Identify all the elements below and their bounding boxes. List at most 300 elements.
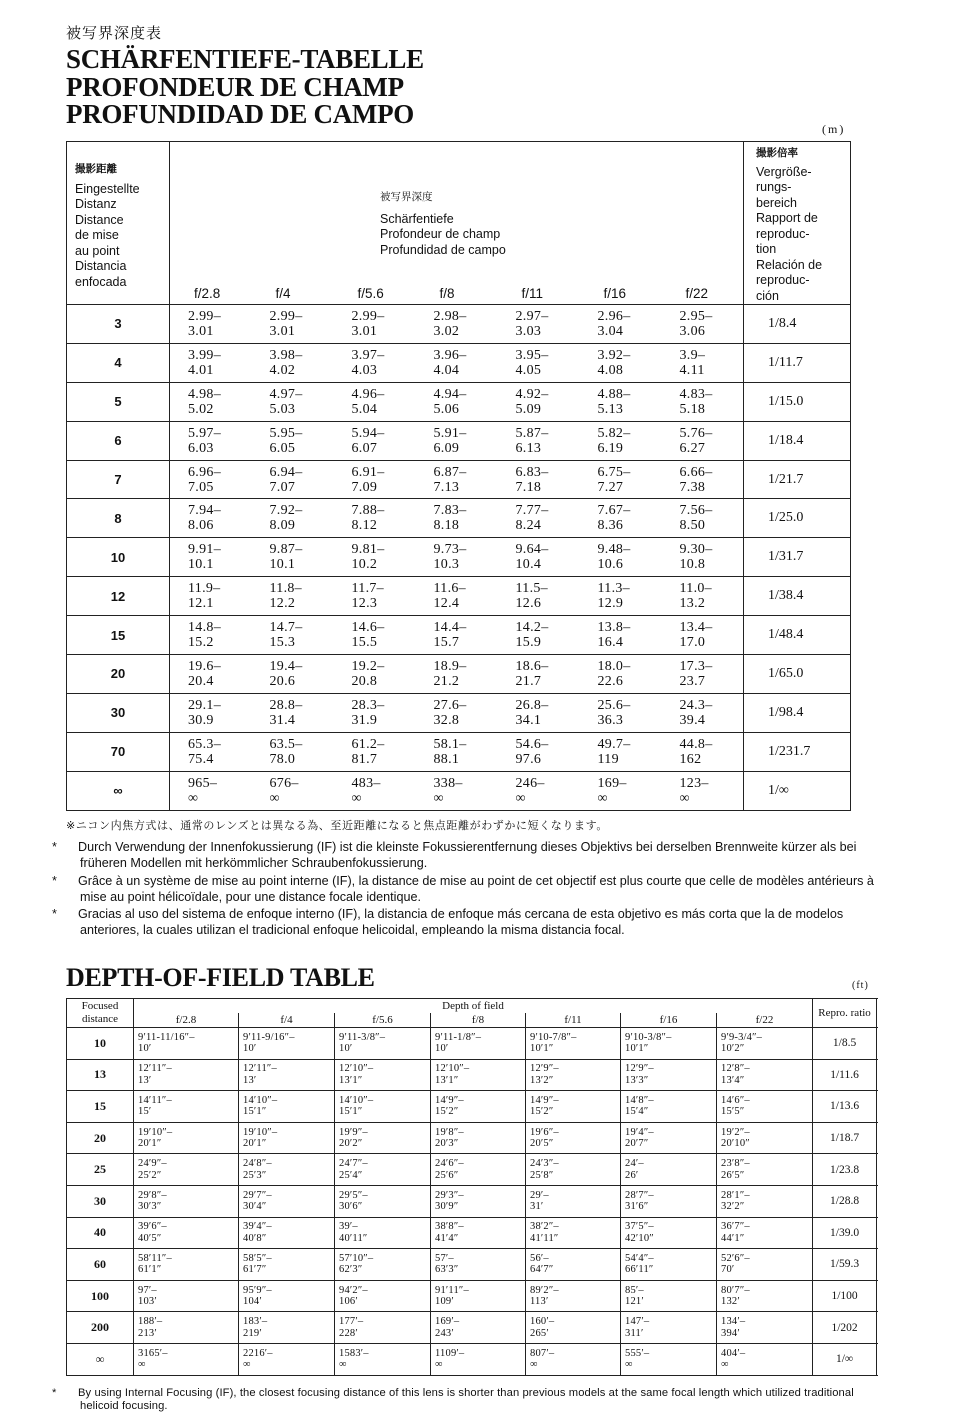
repro-ratio: 1/∞ — [744, 771, 851, 810]
repro-ratio: 1/65.0 — [744, 655, 851, 694]
header-line: Distance — [75, 212, 124, 227]
dof-cell — [717, 1185, 813, 1217]
dof-far: 12.1 — [188, 596, 214, 612]
dof-far: 394′ — [721, 1327, 740, 1339]
dof-far: ∞ — [721, 1359, 729, 1371]
dof-near: 9.64– — [515, 542, 549, 558]
dof-near: 11.6– — [433, 581, 466, 597]
dof-far: 81.7 — [351, 751, 378, 767]
dof-near: 965– — [188, 775, 218, 791]
unit-feet: (ft) — [852, 980, 869, 991]
dof-far: 265′ — [530, 1327, 549, 1339]
dof-near: 19.4– — [269, 658, 303, 674]
header-line: de mise — [75, 228, 119, 242]
header-line: Schärfentiefe — [380, 211, 454, 226]
table-row — [67, 343, 851, 382]
table-row — [67, 1217, 877, 1249]
dof-near: 555′– — [625, 1347, 650, 1359]
dof-cell — [662, 538, 744, 577]
dof-far: 10.6 — [597, 557, 624, 573]
dof-far: 25′6″ — [435, 1169, 459, 1181]
dof-far: 10′ — [435, 1043, 449, 1055]
dof-far: 10.1 — [269, 557, 296, 573]
dof-far: 20′10″ — [721, 1138, 750, 1150]
dof-near: 6.66– — [679, 464, 713, 480]
dof-cell — [334, 771, 416, 810]
dof-cell — [239, 1249, 335, 1281]
table-row — [67, 577, 851, 616]
dof-far: 12.2 — [269, 596, 296, 612]
header-repro-ratio: Repro. ratio — [813, 999, 877, 1028]
dof-far: 30.9 — [188, 712, 214, 728]
aperture-header: f/5.6 — [335, 1013, 431, 1028]
dof-far: 30′6″ — [339, 1201, 363, 1213]
dof-far: 15′4″ — [625, 1106, 649, 1118]
dof-far: 113′ — [530, 1296, 549, 1308]
dof-far: 16.4 — [597, 635, 624, 651]
dof-near: 39′6″– — [138, 1221, 167, 1233]
dof-cell — [431, 1280, 526, 1312]
dof-cell — [170, 771, 252, 810]
dof-far: 10′1″ — [625, 1043, 649, 1055]
dof-far: 5.09 — [515, 401, 542, 417]
dof-cell — [334, 655, 416, 694]
header-line: reproduc- — [756, 226, 810, 241]
dof-far: 3.02 — [433, 323, 460, 339]
dof-near: 2.95– — [679, 308, 713, 324]
dof-near: 5.94– — [351, 425, 385, 441]
dof-cell — [431, 1059, 526, 1091]
header-line: Distanz — [75, 197, 117, 211]
dof-cell — [580, 693, 662, 732]
dof-cell — [662, 343, 744, 382]
dof-far: 40′11″ — [339, 1232, 368, 1244]
dof-cell — [621, 1249, 717, 1281]
dof-far: 5.06 — [433, 401, 460, 417]
dof-near: 9.91– — [188, 542, 221, 558]
dof-far: 5.04 — [351, 401, 378, 417]
dof-far: 10.4 — [515, 557, 542, 573]
dof-cell — [621, 1091, 717, 1123]
dof-cell — [416, 577, 498, 616]
dof-cell — [134, 1249, 239, 1281]
aperture-header: f/8 — [416, 282, 498, 305]
dof-near: 37′5″– — [625, 1221, 654, 1233]
dof-near: 5.95– — [269, 425, 303, 441]
header-line: ción — [756, 288, 779, 303]
dof-far: 121′ — [625, 1296, 644, 1308]
dof-near: 85′– — [625, 1284, 644, 1296]
note-english: * By using Internal Focusing (IF), the closest focusing distance of this lens is shorter than previous models at the same focal length which utilized traditional helicoid focusing. — [52, 1387, 854, 1412]
dof-far: 20.6 — [269, 673, 296, 689]
dof-cell — [498, 538, 580, 577]
dof-near: 5.76– — [679, 425, 713, 441]
dof-near: 28′7″– — [625, 1189, 654, 1201]
dof-cell — [416, 732, 498, 771]
dof-far: 31′6″ — [625, 1201, 649, 1213]
title-german: SCHÄRFENTIEFE-TABELLE — [66, 44, 424, 74]
dof-far: 13′1″ — [339, 1074, 363, 1086]
dof-near: 404′– — [721, 1347, 746, 1359]
header-depth-of-field — [170, 142, 744, 283]
dof-far: 6.13 — [515, 440, 542, 456]
dof-far: 39.4 — [679, 712, 706, 728]
dof-near: 52′6″– — [721, 1252, 750, 1264]
header-line: Relación de — [756, 257, 823, 272]
focused-distance: 10 — [67, 1028, 134, 1060]
dof-near: 9.73– — [433, 542, 467, 558]
table-row — [67, 1280, 877, 1312]
dof-cell — [526, 1312, 621, 1344]
dof-cell — [239, 1122, 335, 1154]
dof-cell — [416, 499, 498, 538]
dof-near: 11.9– — [188, 581, 221, 597]
dof-near: 9.87– — [269, 542, 303, 558]
dof-near: 183′– — [243, 1316, 268, 1328]
dof-far: 75.4 — [188, 751, 214, 767]
dof-cell — [334, 499, 416, 538]
dof-near: 169′– — [435, 1316, 460, 1328]
dof-near: 19′4″– — [625, 1126, 654, 1138]
dof-far: 13′4″ — [721, 1074, 745, 1086]
repro-ratio: 1/28.8 — [813, 1185, 877, 1217]
dof-near: 39′– — [339, 1221, 358, 1233]
dof-near: 7.83– — [433, 503, 467, 519]
dof-near: 11.5– — [515, 581, 548, 597]
dof-far: 10′1″ — [530, 1043, 554, 1055]
focused-distance: ∞ — [67, 771, 170, 810]
dof-near: 3.96– — [433, 347, 467, 363]
dof-near: 5.87– — [515, 425, 549, 441]
dof-far: ∞ — [515, 790, 526, 806]
dof-cell — [252, 343, 334, 382]
dof-far: 5.18 — [679, 401, 706, 417]
dof-near: 39′4″– — [243, 1221, 272, 1233]
dof-near: 29′3″– — [435, 1189, 464, 1201]
dof-cell — [580, 771, 662, 810]
dof-near: 29′7″– — [243, 1189, 272, 1201]
dof-far: 4.04 — [433, 362, 460, 378]
dof-cell — [134, 1280, 239, 1312]
dof-near: 676– — [269, 775, 299, 791]
dof-near: 134′– — [721, 1316, 746, 1328]
dof-near: 28.8– — [269, 697, 303, 713]
focused-distance: 10 — [67, 538, 170, 577]
dof-far: 88.1 — [433, 751, 460, 767]
dof-far: 44′1″ — [721, 1232, 745, 1244]
dof-cell — [498, 421, 580, 460]
dof-cell — [416, 382, 498, 421]
dof-cell — [170, 655, 252, 694]
dof-far: 3.03 — [515, 323, 542, 339]
dof-far: 10′ — [243, 1043, 257, 1055]
dof-far: 7.09 — [351, 479, 378, 495]
repro-ratio: 1/38.4 — [744, 577, 851, 616]
table-row — [67, 1343, 877, 1375]
dof-far: 7.13 — [433, 479, 460, 495]
dof-cell — [526, 1343, 621, 1375]
dof-cell — [335, 1185, 431, 1217]
focused-distance: 70 — [67, 732, 170, 771]
dof-cell — [717, 1154, 813, 1186]
dof-cell — [335, 1059, 431, 1091]
dof-far: 63′3″ — [435, 1264, 459, 1276]
dof-cell — [134, 1312, 239, 1344]
dof-cell — [416, 655, 498, 694]
dof-far: 20′5″ — [530, 1138, 554, 1150]
dof-near: 97′– — [138, 1284, 157, 1296]
aperture-header: f/4 — [252, 282, 334, 305]
dof-near: 14′6″– — [721, 1094, 750, 1106]
dof-cell — [431, 1091, 526, 1123]
dof-cell — [416, 421, 498, 460]
dof-near: 4.96– — [351, 386, 385, 402]
header-jp: 撮影距離 — [75, 163, 117, 175]
dof-far: 228′ — [339, 1327, 358, 1339]
dof-near: 6.91– — [351, 464, 385, 480]
focused-distance: 3 — [67, 305, 170, 344]
dof-near: 2.99– — [269, 308, 303, 324]
dof-cell — [134, 1185, 239, 1217]
aperture-header: f/22 — [717, 1013, 813, 1028]
repro-ratio: 1/8.5 — [813, 1028, 877, 1060]
dof-far: 40′5″ — [138, 1232, 162, 1244]
title-english: DEPTH-OF-FIELD TABLE — [66, 963, 375, 992]
dof-cell — [431, 1185, 526, 1217]
dof-near: 6.94– — [269, 464, 303, 480]
dof-near: 3.95– — [515, 347, 549, 363]
dof-near: 14′9″– — [530, 1094, 559, 1106]
dof-far: 15′ — [138, 1106, 152, 1118]
dof-cell — [239, 1343, 335, 1375]
dof-near: 19′8″– — [435, 1126, 464, 1138]
dof-near: 24.3– — [679, 697, 713, 713]
dof-far: 4.08 — [597, 362, 624, 378]
dof-near: 49.7– — [597, 736, 631, 752]
dof-cell — [662, 421, 744, 460]
dof-far: 22.6 — [597, 673, 624, 689]
dof-near: 58.1– — [433, 736, 467, 752]
dof-far: 70′ — [721, 1264, 735, 1276]
dof-near: 28.3– — [351, 697, 385, 713]
dof-near: 483– — [351, 775, 381, 791]
dof-cell — [621, 1028, 717, 1060]
dof-far: 21.2 — [433, 673, 460, 689]
dof-far: 12.4 — [433, 596, 460, 612]
dof-near: 29.1– — [188, 697, 221, 713]
dof-near: 7.92– — [269, 503, 303, 519]
focused-distance: 30 — [67, 1185, 134, 1217]
focused-distance: 25 — [67, 1154, 134, 1186]
dof-cell — [334, 305, 416, 344]
dof-far: 97.6 — [515, 751, 542, 767]
dof-far: 31.9 — [351, 712, 378, 728]
dof-far: 8.36 — [597, 518, 624, 534]
focused-distance: 8 — [67, 499, 170, 538]
dof-near: 29′5″– — [339, 1189, 368, 1201]
dof-cell — [580, 538, 662, 577]
dof-far: 26′5″ — [721, 1169, 745, 1181]
dof-far: ∞ — [269, 790, 280, 806]
dof-near: 246– — [515, 775, 545, 791]
dof-far: 7.27 — [597, 479, 624, 495]
focused-distance: 4 — [67, 343, 170, 382]
table-row — [67, 693, 851, 732]
dof-near: 12′11″– — [243, 1063, 277, 1075]
dof-near: 14′9″– — [435, 1094, 464, 1106]
dof-near: 4.97– — [269, 386, 303, 402]
dof-cell — [498, 616, 580, 655]
dof-near: 9.81– — [351, 542, 385, 558]
dof-cell — [252, 421, 334, 460]
dof-near: 11.7– — [351, 581, 384, 597]
dof-near: 29′– — [530, 1189, 549, 1201]
dof-cell — [526, 1059, 621, 1091]
dof-near: 4.83– — [679, 386, 713, 402]
dof-cell — [239, 1091, 335, 1123]
dof-near: 188′– — [138, 1316, 163, 1328]
repro-ratio: 1/11.7 — [744, 343, 851, 382]
dof-cell — [170, 499, 252, 538]
dof-far: 31.4 — [269, 712, 296, 728]
dof-far: 103′ — [138, 1296, 157, 1308]
dof-near: 57′– — [435, 1252, 454, 1264]
dof-cell — [621, 1059, 717, 1091]
dof-cell — [170, 421, 252, 460]
dof-cell — [431, 1217, 526, 1249]
dof-near: 19′9″– — [339, 1126, 368, 1138]
dof-near: 28′1″– — [721, 1189, 750, 1201]
header-line: Rapport de — [756, 211, 818, 225]
dof-near: 61.2– — [351, 736, 385, 752]
dof-far: ∞ — [188, 790, 199, 806]
dof-cell — [662, 616, 744, 655]
dof-near: 12′8″– — [721, 1063, 750, 1075]
repro-ratio: 1/23.8 — [813, 1154, 877, 1186]
dof-cell — [621, 1154, 717, 1186]
dof-far: 8.24 — [515, 518, 542, 534]
dof-near: 5.97– — [188, 425, 221, 441]
dof-far: 20′1″ — [138, 1138, 162, 1150]
dof-far: 15′2″ — [435, 1106, 459, 1118]
repro-ratio: 1/11.6 — [813, 1059, 877, 1091]
header-line: Profundidad de campo — [380, 242, 506, 257]
focused-distance: 40 — [67, 1217, 134, 1249]
dof-near: 12′9″– — [530, 1063, 559, 1075]
dof-cell — [431, 1122, 526, 1154]
dof-cell — [498, 577, 580, 616]
dof-far: 109′ — [435, 1296, 454, 1308]
metric-dof-table — [66, 141, 851, 811]
dof-far: 8.06 — [188, 518, 214, 534]
dof-far: 23.7 — [679, 673, 706, 689]
dof-cell — [621, 1122, 717, 1154]
dof-cell — [335, 1312, 431, 1344]
dof-cell — [252, 382, 334, 421]
dof-near: 9′11-9/16″– — [243, 1031, 295, 1043]
dof-far: 15′2″ — [530, 1106, 554, 1118]
aperture-header: f/22 — [662, 282, 744, 305]
dof-far: 25′8″ — [530, 1169, 554, 1181]
dof-far: 3.01 — [351, 323, 378, 339]
dof-cell — [170, 343, 252, 382]
dof-cell — [431, 1249, 526, 1281]
dof-far: 42′10″ — [625, 1232, 654, 1244]
dof-far: 3.01 — [269, 323, 296, 339]
dof-near: 17.3– — [679, 658, 713, 674]
dof-cell — [580, 460, 662, 499]
aperture-header: f/16 — [621, 1013, 717, 1028]
repro-ratio: 1/59.3 — [813, 1249, 877, 1281]
dof-cell — [621, 1217, 717, 1249]
dof-near: 57′10″– — [339, 1252, 374, 1264]
dof-near: 14′11″– — [138, 1094, 172, 1106]
dof-cell — [431, 1312, 526, 1344]
dof-far: 106′ — [339, 1296, 358, 1308]
repro-ratio: 1/202 — [813, 1312, 877, 1344]
dof-cell — [170, 382, 252, 421]
dof-cell — [134, 1154, 239, 1186]
dof-far: 12.6 — [515, 596, 542, 612]
dof-cell — [335, 1154, 431, 1186]
dof-near: 6.87– — [433, 464, 467, 480]
table-row — [67, 771, 851, 810]
dof-cell — [580, 577, 662, 616]
dof-near: 2.96– — [597, 308, 631, 324]
imperial-dof-table — [66, 998, 877, 1376]
dof-near: 6.75– — [597, 464, 631, 480]
dof-near: 38′2″– — [530, 1221, 559, 1233]
table-row — [67, 1154, 877, 1186]
dof-far: 4.01 — [188, 362, 214, 378]
dof-cell — [498, 771, 580, 810]
dof-far: ∞ — [679, 790, 690, 806]
dof-far: ∞ — [243, 1359, 251, 1371]
dof-cell — [580, 421, 662, 460]
dof-cell — [239, 1217, 335, 1249]
dof-near: 3165′– — [138, 1347, 168, 1359]
dof-cell — [498, 382, 580, 421]
dof-near: 2.99– — [188, 308, 221, 324]
dof-near: 2.97– — [515, 308, 549, 324]
dof-far: 10′2″ — [721, 1043, 745, 1055]
dof-near: 19′10″– — [243, 1126, 278, 1138]
dof-far: 6.27 — [679, 440, 706, 456]
focused-distance: 7 — [67, 460, 170, 499]
dof-cell — [717, 1028, 813, 1060]
dof-far: 7.07 — [269, 479, 296, 495]
dof-far: 8.09 — [269, 518, 296, 534]
header-line: bereich — [756, 195, 798, 210]
dof-cell — [526, 1249, 621, 1281]
dof-near: 11.8– — [269, 581, 302, 597]
dof-near: 58′5″– — [243, 1252, 272, 1264]
table-row — [67, 732, 851, 771]
dof-near: 25.6– — [597, 697, 631, 713]
dof-near: 1109′– — [435, 1347, 465, 1359]
dof-near: 7.77– — [515, 503, 549, 519]
dof-far: ∞ — [625, 1359, 633, 1371]
dof-cell — [717, 1312, 813, 1344]
dof-far: 25′4″ — [339, 1169, 363, 1181]
dof-cell — [239, 1312, 335, 1344]
dof-far: 40′8″ — [243, 1232, 267, 1244]
dof-far: 17.0 — [679, 635, 706, 651]
dof-far: 61′1″ — [138, 1264, 162, 1276]
focused-distance: 12 — [67, 577, 170, 616]
table-row — [67, 1249, 877, 1281]
dof-far: 10.8 — [679, 557, 706, 573]
